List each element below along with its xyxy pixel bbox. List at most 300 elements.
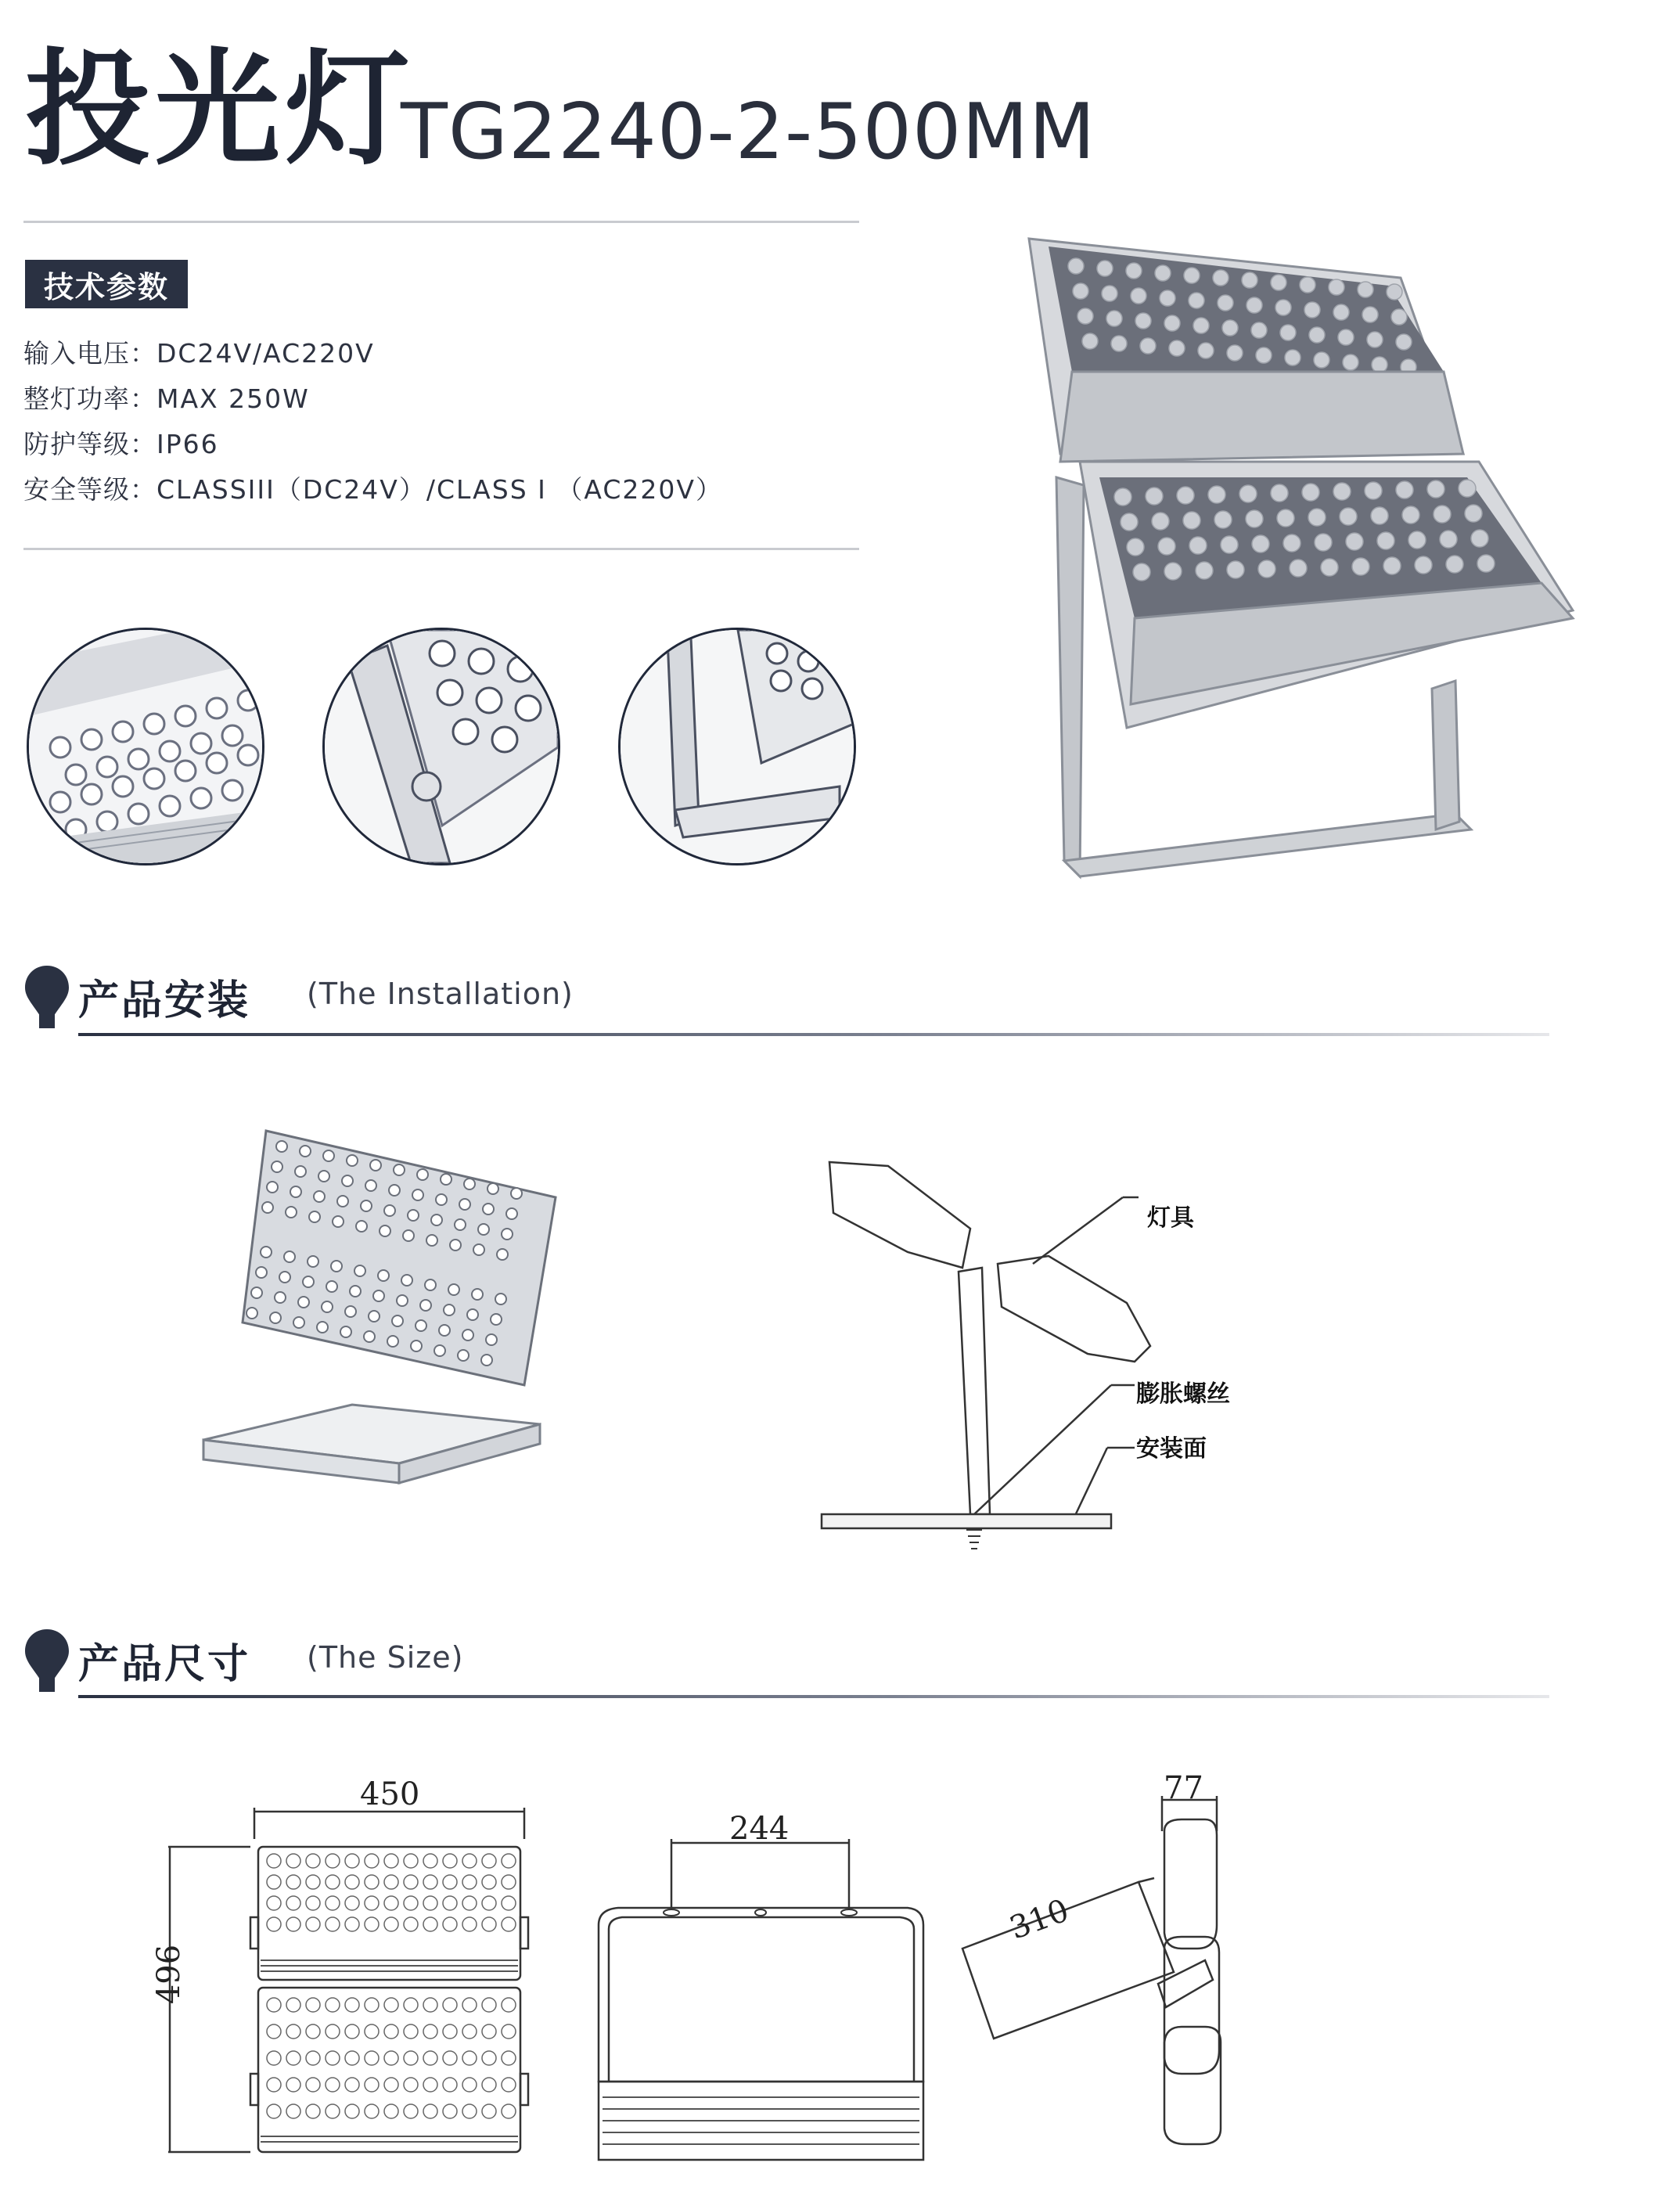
led-dot — [369, 1311, 380, 1322]
led-dot — [441, 1174, 451, 1185]
led-dot — [462, 2104, 477, 2118]
led-dot — [275, 1292, 286, 1303]
led-dot — [1391, 309, 1407, 325]
led-dot — [317, 1322, 328, 1333]
led-dot — [502, 2104, 516, 2118]
led-dot — [1169, 340, 1185, 356]
callout-expansion-screw: 膨胀螺丝 — [1136, 1380, 1230, 1408]
led-dot — [1222, 320, 1238, 336]
led-dot — [318, 1171, 329, 1182]
led-dot — [502, 1896, 516, 1910]
led-dot — [1290, 560, 1307, 577]
led-dot — [365, 1896, 379, 1910]
led-dot — [290, 1186, 301, 1197]
led-dot — [286, 2104, 300, 2118]
led-dot — [482, 1917, 496, 1931]
led-dot — [342, 1175, 353, 1186]
led-dot — [279, 1272, 290, 1283]
led-dot — [1377, 532, 1394, 549]
led-dot — [443, 1854, 457, 1868]
bracket-closeup-illustration — [621, 630, 854, 863]
spec-row — [23, 379, 310, 416]
led-dot — [482, 2078, 496, 2092]
led-dot — [502, 1854, 516, 1868]
led-dot — [323, 1150, 334, 1161]
led-dot — [345, 1306, 356, 1317]
led-dot — [1183, 512, 1200, 529]
led-dot — [1308, 509, 1326, 526]
led-dot — [431, 1215, 442, 1225]
led-dot — [384, 2078, 398, 2092]
led-dot — [462, 1896, 477, 1910]
led-dot — [444, 1305, 455, 1315]
led-dot — [306, 2104, 320, 2118]
led-dot — [462, 1875, 477, 1889]
led-dot — [420, 1300, 431, 1311]
led-dot — [331, 1261, 342, 1272]
led-dot — [1408, 531, 1426, 549]
led-dot — [502, 1229, 513, 1240]
size-title-en: (The Size) — [307, 1640, 464, 1675]
led-dot — [267, 1896, 281, 1910]
led-dot — [417, 1169, 428, 1180]
led-dot — [286, 1896, 300, 1910]
led-dot — [1140, 338, 1156, 354]
led-dot — [1214, 511, 1232, 528]
led-dot — [404, 1875, 418, 1889]
led-dot — [478, 1224, 489, 1235]
led-dot — [472, 1289, 483, 1300]
led-dot — [497, 1249, 508, 1260]
led-dot — [439, 1325, 450, 1336]
callout-mounting-surface: 安装面 — [1136, 1435, 1207, 1463]
led-dot — [384, 2051, 398, 2065]
led-dot — [482, 1896, 496, 1910]
led-dot — [306, 1896, 320, 1910]
led-dot — [502, 2051, 516, 2065]
led-dot — [365, 1875, 379, 1889]
led-dot — [1106, 311, 1122, 326]
spec-label: 安全等级： — [23, 474, 156, 505]
location-pin-icon — [23, 1628, 70, 1693]
led-dot — [286, 1875, 300, 1889]
led-dot — [443, 1896, 457, 1910]
led-dot — [326, 2104, 340, 2118]
installation-3d-illustration — [196, 1127, 563, 1534]
led-dot — [462, 1998, 477, 2012]
led-dot — [1371, 507, 1388, 524]
led-dot — [384, 1854, 398, 1868]
spec-value: MAX 250W — [156, 383, 310, 414]
led-dot — [1221, 536, 1238, 553]
led-dot — [345, 1875, 359, 1889]
led-dot — [482, 2104, 496, 2118]
led-dot — [1283, 534, 1300, 552]
led-dot — [423, 1875, 437, 1889]
led-dot — [1247, 297, 1262, 313]
spec-label: 防护等级： — [23, 429, 156, 459]
led-dot — [1402, 506, 1419, 524]
led-dot — [345, 2051, 359, 2065]
led-dot — [459, 1199, 470, 1210]
led-dot — [1077, 308, 1093, 324]
installation-title-en: (The Installation) — [307, 977, 574, 1011]
led-dot — [1315, 534, 1332, 551]
led-dot — [384, 1875, 398, 1889]
bottom-view-drawing — [587, 1831, 939, 2175]
led-dot — [1102, 286, 1117, 301]
led-dot — [1146, 488, 1163, 505]
led-dot — [404, 2024, 418, 2039]
led-dot — [448, 1284, 459, 1295]
detail-bracket-closeup — [618, 628, 856, 865]
led-dot — [306, 2051, 320, 2065]
led-dot — [436, 1194, 447, 1205]
led-dot — [267, 1917, 281, 1931]
led-dot — [511, 1188, 522, 1199]
led-dot — [426, 1235, 437, 1246]
led-dot — [267, 1875, 281, 1889]
led-dot — [1208, 486, 1225, 503]
location-pin-icon — [23, 964, 70, 1030]
led-dot — [350, 1286, 361, 1297]
led-dot — [481, 1355, 492, 1366]
led-dot — [482, 1854, 496, 1868]
led-dot — [295, 1166, 306, 1177]
led-dot — [326, 2078, 340, 2092]
floodlight-product-image — [994, 227, 1588, 931]
led-dot — [298, 1297, 309, 1308]
led-dot — [365, 2104, 379, 2118]
led-dot — [462, 1917, 477, 1931]
spec-label: 输入电压： — [23, 338, 156, 369]
led-dot — [345, 1896, 359, 1910]
led-dot — [326, 2051, 340, 2065]
led-dot — [380, 1225, 390, 1236]
led-dot — [412, 1189, 423, 1200]
led-dot — [401, 1275, 412, 1286]
led-dot — [1271, 275, 1286, 290]
led-dot — [1427, 480, 1444, 498]
led-dot — [1177, 487, 1194, 504]
led-dot — [502, 1998, 516, 2012]
led-dot — [286, 2024, 300, 2039]
led-dot — [458, 1350, 469, 1361]
led-dot — [1459, 480, 1476, 497]
led-dot — [502, 2024, 516, 2039]
led-dot — [267, 2024, 281, 2039]
led-dot — [455, 1219, 466, 1230]
led-dot — [326, 1281, 337, 1292]
hinge-closeup-illustration — [325, 630, 558, 863]
led-dot — [1127, 538, 1144, 556]
led-dot — [378, 1270, 389, 1281]
led-dot — [462, 2078, 477, 2092]
led-dot — [384, 1896, 398, 1910]
led-dot — [487, 1183, 498, 1194]
spec-value: DC24V/AC220V — [156, 338, 375, 369]
led-dot — [1158, 538, 1175, 555]
led-dot — [262, 1202, 273, 1213]
led-dot — [326, 1854, 340, 1868]
led-dot — [482, 2051, 496, 2065]
led-dot — [1152, 513, 1169, 530]
dim-width: 450 — [360, 1776, 420, 1812]
led-dot — [404, 1896, 418, 1910]
led-dot — [443, 1917, 457, 1931]
led-dot — [267, 2078, 281, 2092]
led-dot — [404, 1854, 418, 1868]
front-view-drawing — [168, 1808, 544, 2168]
spec-row — [23, 470, 723, 506]
led-dot — [1321, 559, 1338, 576]
led-dot — [1275, 300, 1291, 315]
led-dot — [384, 1998, 398, 2012]
led-dot — [483, 1204, 494, 1215]
side-view-drawing — [947, 1784, 1229, 2152]
led-dot — [443, 2078, 457, 2092]
led-dot — [276, 1141, 287, 1152]
led-dot — [326, 1896, 340, 1910]
led-dot — [443, 2051, 457, 2065]
led-dot — [473, 1244, 484, 1255]
led-dot — [1097, 261, 1113, 276]
led-dot — [373, 1290, 384, 1301]
led-dot — [1133, 563, 1150, 581]
led-dot — [1111, 336, 1127, 351]
size-section-header — [23, 1628, 806, 1698]
led-dot — [286, 1917, 300, 1931]
detail-led-closeup — [27, 628, 264, 865]
led-dot — [306, 1917, 320, 1931]
led-dot — [256, 1267, 267, 1278]
led-dot — [1333, 304, 1349, 320]
callout-lamp: 灯具 — [1147, 1204, 1194, 1232]
led-dot — [423, 1896, 437, 1910]
led-dot — [1285, 350, 1300, 365]
installation-title: 产品安装 — [78, 977, 251, 1024]
led-dot — [1471, 530, 1488, 547]
led-dot — [408, 1210, 419, 1221]
led-dot — [308, 1256, 318, 1267]
led-dot — [370, 1160, 381, 1171]
led-dot — [1193, 318, 1209, 333]
spec-value: IP66 — [156, 429, 219, 459]
led-dot — [267, 2104, 281, 2118]
led-dot — [314, 1191, 325, 1202]
led-dot — [364, 1331, 375, 1342]
led-dot — [347, 1155, 358, 1166]
header-divider — [23, 221, 859, 223]
led-dot — [293, 1317, 304, 1328]
led-dot — [340, 1326, 351, 1337]
led-dot — [365, 2051, 379, 2065]
led-dot — [337, 1196, 348, 1207]
led-dot — [491, 1314, 502, 1325]
led-dot — [1446, 556, 1463, 573]
led-dot — [1372, 357, 1387, 372]
led-dot — [423, 2078, 437, 2092]
led-dot — [284, 1251, 295, 1262]
led-dot — [306, 1875, 320, 1889]
led-dot — [286, 2078, 300, 2092]
led-dot — [322, 1301, 333, 1312]
dim-height: 496 — [151, 1944, 188, 2005]
led-dot — [502, 1875, 516, 1889]
led-dot — [462, 2024, 477, 2039]
led-dot — [306, 2024, 320, 2039]
led-dot — [486, 1334, 497, 1345]
led-dot — [300, 1146, 311, 1157]
specs-divider — [23, 548, 859, 550]
led-dot — [423, 2051, 437, 2065]
led-dot — [306, 1998, 320, 2012]
detail-hinge-closeup — [322, 628, 560, 865]
led-dot — [1277, 509, 1294, 527]
dim-side-depth: 77 — [1164, 1770, 1203, 1806]
led-dot — [434, 1345, 445, 1356]
led-dot — [467, 1309, 478, 1320]
led-dot — [443, 2104, 457, 2118]
led-dot — [246, 1308, 257, 1319]
led-dot — [286, 1854, 300, 1868]
led-dot — [333, 1216, 344, 1227]
led-dot — [423, 2024, 437, 2039]
led-dot — [482, 1998, 496, 2012]
led-dot — [384, 1205, 395, 1216]
led-dot — [1304, 302, 1320, 318]
installation-section-header — [23, 964, 806, 1035]
led-dot — [1258, 560, 1275, 578]
dim-lamp-depth: 310 — [1005, 1892, 1074, 1947]
led-dot — [482, 1875, 496, 1889]
led-dot — [326, 1875, 340, 1889]
led-dot — [267, 1182, 278, 1193]
led-dot — [1246, 510, 1263, 527]
led-dot — [1121, 513, 1138, 531]
led-dot — [309, 1211, 320, 1222]
led-dot — [1189, 537, 1207, 554]
led-dot — [326, 1917, 340, 1931]
led-dot — [443, 1875, 457, 1889]
led-dot — [502, 1917, 516, 1931]
led-dot — [416, 1320, 426, 1331]
led-dot — [1396, 334, 1412, 350]
led-dot — [443, 1998, 457, 2012]
led-dot — [1300, 277, 1315, 293]
page-title: 投光灯 — [25, 36, 416, 182]
led-dot — [464, 1179, 475, 1189]
led-dot — [354, 1265, 365, 1276]
led-dot — [1302, 484, 1319, 501]
led-dot — [345, 2024, 359, 2039]
led-dot — [1068, 258, 1084, 274]
led-dot — [365, 1180, 376, 1191]
led-dot — [1362, 307, 1378, 322]
spec-value: CLASSIII（DC24V）/CLASS I （AC220V） — [156, 474, 723, 505]
led-dot — [443, 2024, 457, 2039]
led-dot — [365, 2024, 379, 2039]
led-dot — [365, 1917, 379, 1931]
led-dot — [1126, 263, 1142, 279]
led-dot — [502, 2078, 516, 2092]
led-dot — [404, 1917, 418, 1931]
led-dot — [286, 1207, 297, 1218]
led-dot — [1383, 557, 1401, 574]
led-dot — [404, 2051, 418, 2065]
led-dot — [462, 1854, 477, 1868]
led-dot — [1343, 354, 1358, 370]
led-dot — [1227, 561, 1244, 578]
led-dot — [404, 2104, 418, 2118]
led-dot — [306, 2078, 320, 2092]
led-dot — [365, 2078, 379, 2092]
led-dot — [1252, 535, 1269, 552]
led-dot — [345, 2104, 359, 2118]
led-dot — [326, 2024, 340, 2039]
led-dot — [1164, 563, 1182, 580]
led-dot — [384, 2104, 398, 2118]
led-dot — [1477, 555, 1495, 572]
spec-label: 整灯功率： — [23, 383, 156, 414]
size-title: 产品尺寸 — [78, 1641, 251, 1688]
spec-row — [23, 424, 219, 461]
led-dot — [345, 1917, 359, 1931]
led-dot — [1367, 332, 1383, 347]
size-section-line — [78, 1695, 1549, 1698]
led-dot — [1465, 505, 1482, 522]
led-dot — [482, 2024, 496, 2039]
led-dot — [1415, 556, 1432, 574]
led-dot — [1196, 562, 1213, 579]
led-dot — [1160, 290, 1175, 306]
led-dot — [423, 1854, 437, 1868]
led-dot — [345, 1998, 359, 2012]
led-dot — [286, 1998, 300, 2012]
led-dot — [404, 1998, 418, 2012]
led-dot — [384, 1917, 398, 1931]
led-dot — [1309, 327, 1325, 343]
led-dot — [450, 1240, 461, 1251]
led-dot — [403, 1230, 414, 1241]
led-dot — [326, 1998, 340, 2012]
led-dot — [286, 2051, 300, 2065]
spec-row — [23, 333, 375, 370]
led-dot — [506, 1208, 517, 1219]
led-dot — [1387, 284, 1402, 300]
led-dot — [1218, 295, 1233, 311]
led-dot — [389, 1185, 400, 1196]
led-dot — [1198, 343, 1214, 358]
led-dot — [423, 1917, 437, 1931]
led-dot — [462, 1330, 473, 1341]
led-dot — [361, 1200, 372, 1211]
led-dot — [1251, 322, 1267, 338]
led-dot — [1239, 485, 1257, 502]
led-dot — [1227, 345, 1243, 361]
led-dot — [1082, 333, 1098, 349]
led-dot — [1358, 282, 1373, 297]
led-dot — [1114, 488, 1131, 506]
led-dot — [1365, 482, 1382, 499]
led-dot — [1271, 484, 1288, 502]
led-dot — [1256, 347, 1272, 363]
led-dot — [306, 1854, 320, 1868]
led-closeup-illustration — [29, 630, 262, 863]
led-dot — [1440, 531, 1457, 548]
led-dot — [1434, 506, 1451, 523]
led-dot — [1073, 283, 1088, 299]
